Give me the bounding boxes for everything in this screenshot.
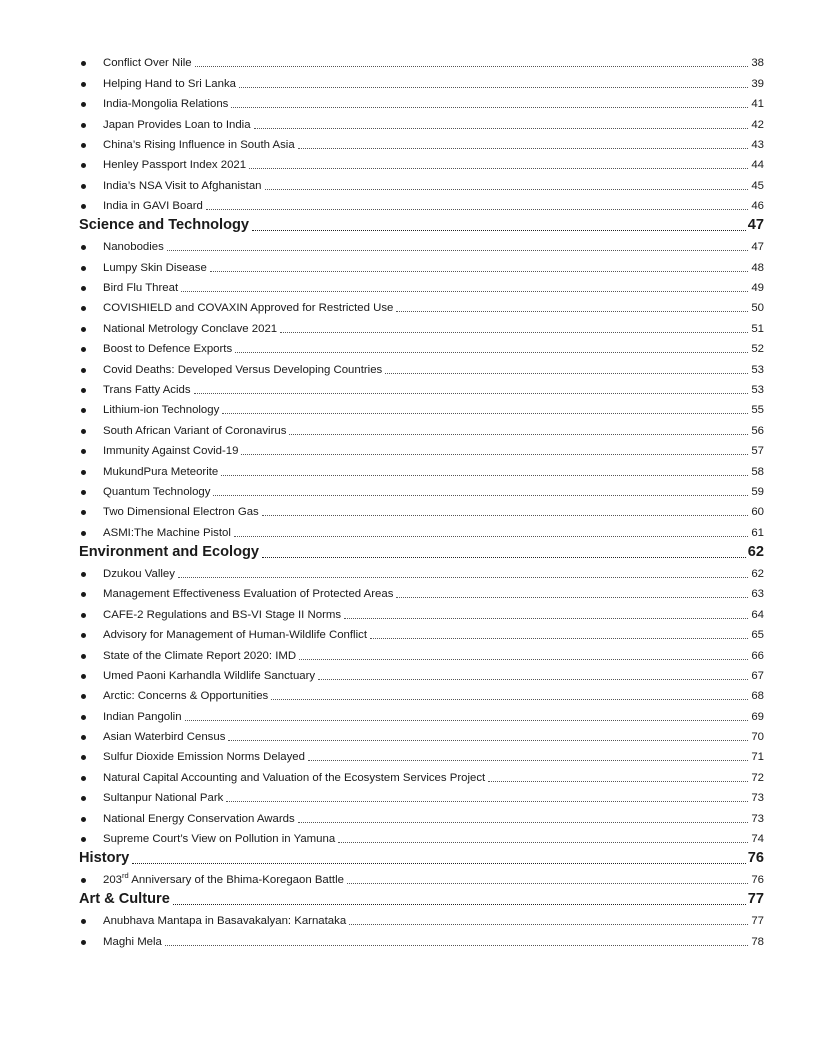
- toc-entry[interactable]: [79, 764, 764, 784]
- bullet-icon: [79, 485, 103, 499]
- bullet-icon: [79, 710, 103, 724]
- toc-section-heading[interactable]: [79, 540, 764, 561]
- toc-group-environment-and-ecology: [79, 540, 764, 846]
- toc-entry-title: National Metrology Conclave 2021: [103, 322, 278, 335]
- toc-entry-page: 76: [751, 874, 764, 887]
- dot-leader: [396, 310, 748, 312]
- bullet-icon: [79, 935, 103, 949]
- toc-entry-page: 48: [751, 261, 764, 274]
- toc-entry-title: Boost to Defence Exports: [103, 343, 233, 356]
- bullet-icon: [79, 567, 103, 581]
- dot-leader: [167, 249, 748, 251]
- toc-entry-title: Lithium-ion Technology: [103, 404, 220, 417]
- toc-entry-page: 72: [751, 771, 764, 784]
- toc-entry-page: 58: [751, 465, 764, 478]
- toc-entry-page: 60: [751, 506, 764, 519]
- toc-entry-page: 64: [751, 608, 764, 621]
- toc-entry-page: 52: [751, 343, 764, 356]
- dot-leader: [252, 229, 746, 231]
- bullet-icon: [79, 689, 103, 703]
- toc-entry[interactable]: [79, 152, 764, 172]
- dot-leader: [308, 759, 748, 761]
- toc-entry-title: MukundPura Meteorite: [103, 465, 219, 478]
- toc-group-history: [79, 846, 764, 887]
- bullet-icon: [79, 505, 103, 519]
- toc-entry[interactable]: [79, 826, 764, 846]
- dot-leader: [178, 576, 748, 578]
- toc-entry-page: 44: [751, 159, 764, 172]
- dot-leader: [318, 678, 748, 680]
- dot-leader: [231, 106, 748, 108]
- dot-leader: [370, 637, 748, 639]
- bullet-icon: [79, 240, 103, 254]
- toc-entry-title: Anubhava Mantapa in Basavakalyan: Karnataka: [103, 915, 347, 928]
- toc-entry[interactable]: [79, 315, 764, 335]
- dot-leader: [262, 556, 746, 558]
- toc-entry[interactable]: [79, 867, 764, 887]
- toc-entry-title: Henley Passport Index 2021: [103, 159, 247, 172]
- toc-entry-page: 61: [751, 526, 764, 539]
- dot-leader: [185, 719, 748, 721]
- toc-entry[interactable]: [79, 479, 764, 499]
- toc-entry-title: Asian Waterbird Census: [103, 731, 226, 744]
- toc-entry-page: 70: [751, 731, 764, 744]
- toc-entry[interactable]: [79, 336, 764, 356]
- dot-leader: [213, 494, 748, 496]
- bullet-icon: [79, 771, 103, 785]
- toc-entry-page: 63: [751, 588, 764, 601]
- section-title: History: [79, 849, 130, 866]
- dot-leader: [254, 127, 748, 129]
- title-rest: Anniversary of the Bhima-Koregaon Battle: [128, 874, 344, 887]
- toc-entry-page: 38: [751, 57, 764, 70]
- toc-entry[interactable]: [79, 275, 764, 295]
- dot-leader: [289, 433, 748, 435]
- dot-leader: [280, 331, 748, 333]
- toc-entry[interactable]: [79, 295, 764, 315]
- title-ordinal-number: 203: [103, 874, 123, 887]
- dot-leader: [221, 474, 748, 476]
- dot-leader: [344, 617, 748, 619]
- toc-entry[interactable]: [79, 193, 764, 213]
- toc-entry-title: Dzukou Valley: [103, 567, 175, 580]
- bullet-icon: [79, 649, 103, 663]
- dot-leader: [265, 188, 748, 190]
- toc-entry-title: Sulfur Dioxide Emission Norms Delayed: [103, 751, 305, 764]
- toc-entry-page: 49: [751, 282, 764, 295]
- section-page: 76: [747, 849, 764, 866]
- toc-entry-page: 47: [751, 241, 764, 254]
- toc-entry-title: Covid Deaths: Developed Versus Developing Countries: [103, 363, 383, 376]
- dot-leader: [239, 86, 748, 88]
- toc-entry[interactable]: [79, 70, 764, 90]
- bullet-icon: [79, 465, 103, 479]
- toc-entry[interactable]: [79, 132, 764, 152]
- section-title: Science and Technology: [79, 216, 250, 233]
- toc-entry-page: 46: [751, 200, 764, 213]
- toc-entry[interactable]: [79, 581, 764, 601]
- section-title: Art & Culture: [79, 891, 170, 908]
- dot-leader: [338, 841, 748, 843]
- bullet-icon: [79, 199, 103, 213]
- toc-entry-page: 71: [751, 751, 764, 764]
- toc-entry-title: CAFE-2 Regulations and BS-VI Stage II Norms: [103, 608, 342, 621]
- toc-entry-page: 73: [751, 812, 764, 825]
- toc-entry-title: Indian Pangolin: [103, 710, 182, 723]
- toc-entry-page: 59: [751, 486, 764, 498]
- toc-entry-title: Management Effectiveness Evaluation of Protected Areas: [103, 588, 394, 601]
- toc-entry[interactable]: [79, 172, 764, 192]
- section-page: 77: [747, 891, 764, 908]
- dot-leader: [195, 65, 748, 67]
- toc-entry-page: 51: [751, 322, 764, 335]
- toc-entry-title: State of the Climate Report 2020: IMD: [103, 649, 297, 662]
- bullet-icon: [79, 403, 103, 417]
- toc-entry-page: 68: [751, 690, 764, 703]
- dot-leader: [298, 821, 748, 823]
- toc-entry[interactable]: [79, 254, 764, 274]
- bullet-icon: [79, 914, 103, 928]
- toc-entry-title: India’s NSA Visit to Afghanistan: [103, 179, 262, 192]
- dot-leader: [396, 596, 748, 598]
- toc-entry[interactable]: [79, 458, 764, 478]
- toc-entry-page: 57: [751, 445, 764, 458]
- bullet-icon: [79, 97, 103, 111]
- dot-leader: [298, 147, 748, 149]
- toc-entry-page: 62: [751, 567, 764, 580]
- toc-entry[interactable]: [79, 111, 764, 131]
- dot-leader: [222, 412, 748, 414]
- dot-leader: [299, 658, 748, 660]
- toc-entry[interactable]: [79, 663, 764, 683]
- toc-entry-title: Immunity Against Covid-19: [103, 445, 239, 458]
- title-ordinal-suffix: rd: [122, 871, 129, 881]
- toc-entry-page: 42: [751, 118, 764, 131]
- section-page: 47: [747, 216, 764, 233]
- toc-entry-title: Trans Fatty Acids: [103, 384, 191, 397]
- bullet-icon: [79, 526, 103, 540]
- toc-entry[interactable]: [79, 805, 764, 825]
- toc-entry-page: 65: [751, 629, 764, 642]
- bullet-icon: [79, 587, 103, 601]
- bullet-icon: [79, 138, 103, 152]
- toc-entry-title: Bird Flu Threat: [103, 282, 179, 295]
- toc-section-heading[interactable]: [79, 846, 764, 867]
- dot-leader: [249, 167, 748, 169]
- bullet-icon: [79, 261, 103, 275]
- dot-leader: [262, 514, 748, 516]
- toc-entry-page: 74: [751, 833, 764, 846]
- dot-leader: [349, 923, 748, 925]
- toc-entry-title: Quantum Technology: [103, 486, 211, 498]
- dot-leader: [347, 882, 748, 884]
- section-title: Environment and Ecology: [79, 543, 260, 560]
- toc-entry-page: 77: [751, 915, 764, 928]
- toc-entry-title: China’s Rising Influence in South Asia: [103, 138, 295, 151]
- bullet-icon: [79, 812, 103, 826]
- toc-entry-page: 53: [751, 384, 764, 397]
- dot-leader: [132, 862, 745, 864]
- bullet-icon: [79, 444, 103, 458]
- toc-entry[interactable]: [79, 561, 764, 581]
- toc-entry[interactable]: [79, 417, 764, 437]
- toc-entry-title: Japan Provides Loan to India: [103, 118, 251, 131]
- toc-entry[interactable]: [79, 438, 764, 458]
- toc-entry[interactable]: [79, 234, 764, 254]
- toc-entry-title: India in GAVI Board: [103, 200, 203, 213]
- dot-leader: [235, 351, 748, 353]
- bullet-icon: [79, 791, 103, 805]
- toc-entry-title: Umed Paoni Karhandla Wildlife Sanctuary: [103, 669, 316, 682]
- toc-entry-page: 56: [751, 424, 764, 437]
- toc-group-science-and-technology: [79, 213, 764, 540]
- dot-leader: [241, 453, 748, 455]
- bullet-icon: [79, 118, 103, 132]
- toc-entry[interactable]: [79, 642, 764, 662]
- toc-entry-page: 43: [751, 138, 764, 151]
- toc-section-heading[interactable]: [79, 887, 764, 908]
- toc-entry-page: 53: [751, 363, 764, 376]
- dot-leader: [234, 535, 748, 537]
- bullet-icon: [79, 179, 103, 193]
- toc-entry-page: 73: [751, 792, 764, 805]
- toc-entry-title: Supreme Court’s View on Pollution in Yamuna: [103, 833, 336, 846]
- toc-entry-title: India-Mongolia Relations: [103, 98, 229, 111]
- toc-entry-page: 55: [751, 404, 764, 417]
- bullet-icon: [79, 873, 103, 887]
- toc-entry-title: [103, 873, 345, 887]
- dot-leader: [173, 903, 746, 905]
- toc-entry[interactable]: [79, 928, 764, 948]
- bullet-icon: [79, 363, 103, 377]
- toc-section-heading[interactable]: [79, 213, 764, 234]
- toc-entry-title: Lumpy Skin Disease: [103, 261, 207, 274]
- toc-entry-page: 67: [751, 669, 764, 682]
- bullet-icon: [79, 750, 103, 764]
- toc-group-continuation: [79, 50, 764, 213]
- dot-leader: [228, 739, 748, 741]
- bullet-icon: [79, 730, 103, 744]
- toc-entry[interactable]: [79, 744, 764, 764]
- toc-entry-title: Conflict Over Nile: [103, 57, 192, 70]
- bullet-icon: [79, 342, 103, 356]
- toc-entry-title: Advisory for Management of Human-Wildlife Conflict: [103, 629, 367, 642]
- bullet-icon: [79, 322, 103, 336]
- toc-group-art-and-culture: [79, 887, 764, 949]
- bullet-icon: [79, 424, 103, 438]
- toc-entry-page: 39: [751, 77, 764, 90]
- bullet-icon: [79, 383, 103, 397]
- dot-leader: [385, 372, 748, 374]
- toc-entry-title: Sultanpur National Park: [103, 792, 224, 805]
- section-page: 62: [747, 543, 764, 560]
- toc-entry[interactable]: [79, 91, 764, 111]
- toc-entry-title: Two Dimensional Electron Gas: [103, 506, 259, 519]
- toc-entry-page: 50: [751, 302, 764, 315]
- toc-entry[interactable]: [79, 356, 764, 376]
- dot-leader: [226, 800, 748, 802]
- dot-leader: [488, 780, 748, 782]
- toc-entry-page: 66: [751, 649, 764, 662]
- toc-entry-title: Nanobodies: [103, 241, 164, 254]
- dot-leader: [165, 944, 748, 946]
- toc-entry[interactable]: [79, 683, 764, 703]
- toc-entry-title: South African Variant of Coronavirus: [103, 424, 287, 437]
- bullet-icon: [79, 77, 103, 91]
- toc-entry-title: Arctic: Concerns & Opportunities: [103, 690, 269, 703]
- dot-leader: [271, 698, 748, 700]
- bullet-icon: [79, 56, 103, 70]
- bullet-icon: [79, 832, 103, 846]
- toc-entry[interactable]: [79, 785, 764, 805]
- toc-entry[interactable]: [79, 724, 764, 744]
- bullet-icon: [79, 301, 103, 315]
- dot-leader: [210, 270, 748, 272]
- toc-entry-title: ASMI:The Machine Pistol: [103, 526, 231, 539]
- toc-entry-title: Helping Hand to Sri Lanka: [103, 77, 236, 90]
- toc-entry[interactable]: [79, 908, 764, 928]
- bullet-icon: [79, 608, 103, 622]
- toc-entry-page: 45: [751, 179, 764, 192]
- toc-entry-page: 69: [751, 710, 764, 723]
- toc-entry[interactable]: [79, 519, 764, 539]
- toc-entry[interactable]: [79, 499, 764, 519]
- bullet-icon: [79, 158, 103, 172]
- toc-entry[interactable]: [79, 622, 764, 642]
- bullet-icon: [79, 669, 103, 683]
- dot-leader: [194, 392, 748, 394]
- toc-entry-title: COVISHIELD and COVAXIN Approved for Restricted Use: [103, 302, 394, 315]
- toc-entry[interactable]: [79, 703, 764, 723]
- toc-entry[interactable]: [79, 601, 764, 621]
- bullet-icon: [79, 628, 103, 642]
- bullet-icon: [79, 281, 103, 295]
- toc-entry[interactable]: [79, 50, 764, 70]
- toc-entry-title: National Energy Conservation Awards: [103, 812, 295, 825]
- dot-leader: [206, 208, 748, 210]
- toc-entry[interactable]: [79, 377, 764, 397]
- toc-entry[interactable]: [79, 397, 764, 417]
- table-of-contents: [79, 50, 764, 949]
- toc-entry-page: 78: [751, 935, 764, 948]
- toc-entry-title: Maghi Mela: [103, 935, 162, 948]
- toc-entry-page: 41: [751, 98, 764, 111]
- dot-leader: [181, 290, 748, 292]
- toc-entry-title: Natural Capital Accounting and Valuation of the Ecosystem Services Project: [103, 771, 486, 784]
